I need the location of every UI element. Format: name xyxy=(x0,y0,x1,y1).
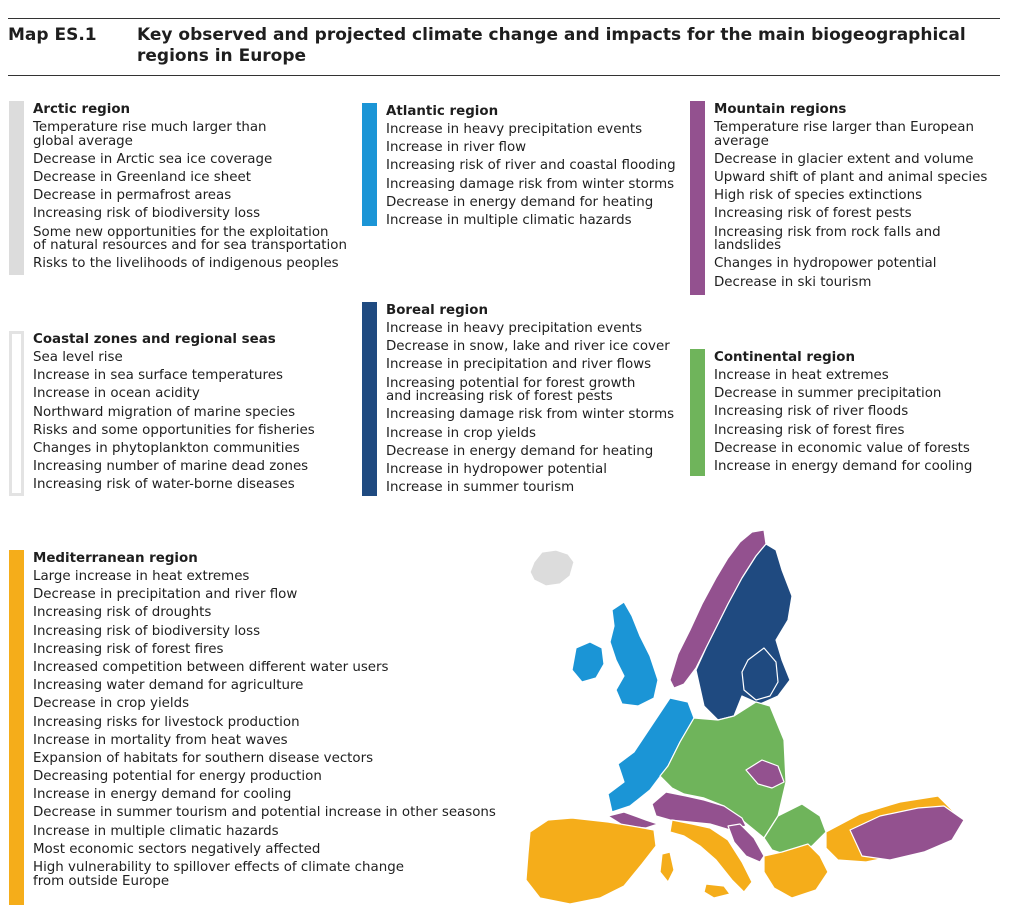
impact-item xyxy=(33,476,349,494)
impact-item xyxy=(714,458,1000,476)
impact-item-line: Increase in mortality from heat waves xyxy=(33,732,288,748)
impact-item-line: Increase in heavy precipitation events xyxy=(386,122,643,137)
impact-item-line: Increasing risk of forest pests xyxy=(714,206,912,222)
impact-item xyxy=(33,859,509,891)
region-name: Arctic region xyxy=(33,102,131,117)
impact-item xyxy=(33,187,349,205)
impact-item-line: Increased competition between different water users xyxy=(33,659,389,675)
impact-item xyxy=(714,224,1000,256)
region-name: Continental region xyxy=(714,350,855,365)
impact-item-line: Some new opportunities for the exploitation xyxy=(33,224,329,240)
impact-list xyxy=(714,367,1000,476)
map-title-line-2: regions in Europe xyxy=(137,46,307,66)
impact-item-line: Decrease in precipitation and river flow xyxy=(33,587,298,603)
impact-item-line: landslides xyxy=(714,238,782,254)
map-area-mediterranean-balkans xyxy=(764,844,828,898)
impact-item-line: Increasing risk of biodiversity loss xyxy=(33,206,261,222)
region-color-bar xyxy=(9,550,24,905)
map-area-atlantic-britain xyxy=(610,602,658,706)
impact-item-line: Large increase in heat extremes xyxy=(33,569,250,584)
title-rule xyxy=(8,75,1000,76)
impact-item xyxy=(386,356,692,374)
impact-item-line: global average xyxy=(33,133,133,149)
impact-item-line: Decrease in snow, lake and river ice cover xyxy=(386,339,670,355)
impact-item-line: Decrease in glacier extent and volume xyxy=(714,151,974,167)
impact-item xyxy=(33,823,509,841)
impact-item-line: Decrease in Greenland ice sheet xyxy=(33,169,251,185)
impact-item xyxy=(33,786,509,804)
impact-item-line: Increase in energy demand for cooling xyxy=(714,458,973,474)
region-continental xyxy=(690,349,1000,476)
impact-item-line: High vulnerability to spillover effects of climate change xyxy=(33,860,404,875)
impact-item-line: Most economic sectors negatively affected xyxy=(33,841,321,857)
region-color-bar xyxy=(9,101,24,275)
impact-item-line: Increase in sea surface temperatures xyxy=(33,368,283,384)
impact-item-line: Increase in energy demand for cooling xyxy=(33,787,292,803)
impact-item-line: Increasing risk of water-borne diseases xyxy=(33,477,295,493)
impact-item xyxy=(386,443,692,461)
impact-item-line: Increase in heavy precipitation events xyxy=(386,321,643,336)
impact-item xyxy=(33,255,349,273)
impact-item-line: Northward migration of marine species xyxy=(33,404,296,420)
impact-item xyxy=(386,338,692,356)
impact-item xyxy=(714,151,1000,169)
impact-item xyxy=(386,176,692,194)
impact-item-line: and increasing risk of forest pests xyxy=(386,389,613,405)
map-area-mediterranean-iberia xyxy=(526,818,656,904)
impact-item xyxy=(33,768,509,786)
region-color-bar xyxy=(362,103,377,226)
impact-item xyxy=(714,119,1000,151)
top-rule xyxy=(8,18,1000,19)
europe-biogeographical-map xyxy=(520,520,970,910)
impact-item xyxy=(386,212,692,230)
impact-item-line: Increase in summer tourism xyxy=(386,480,575,496)
impact-item xyxy=(33,367,349,385)
region-boreal xyxy=(362,302,692,496)
impact-item xyxy=(386,139,692,157)
impact-item xyxy=(33,349,349,367)
impact-item xyxy=(33,641,509,659)
region-name: Mediterranean region xyxy=(33,551,198,566)
impact-item xyxy=(33,458,349,476)
impact-item xyxy=(33,169,349,187)
impact-item-line: Risks to the livelihoods of indigenous peoples xyxy=(33,256,339,272)
impact-item xyxy=(33,151,349,169)
impact-item-line: Changes in phytoplankton communities xyxy=(33,440,300,456)
impact-item-line: Increasing risks for livestock production xyxy=(33,714,300,730)
region-mountain xyxy=(690,101,1000,295)
map-id: Map ES.1 xyxy=(8,25,97,45)
impact-item-line: Increase in multiple climatic hazards xyxy=(33,823,279,839)
impact-item xyxy=(33,804,509,822)
impact-item-line: Increasing water demand for agriculture xyxy=(33,678,304,694)
impact-item xyxy=(33,841,509,859)
impact-item-line: Temperature rise larger than European xyxy=(714,120,974,135)
impact-item-line: Increasing number of marine dead zones xyxy=(33,459,309,475)
impact-item-line: Increase in precipitation and river flows xyxy=(386,357,652,373)
impact-item-line: Increase in crop yields xyxy=(386,425,536,441)
impact-item-line: Upward shift of plant and animal species xyxy=(714,169,988,185)
impact-item xyxy=(33,205,349,223)
impact-item xyxy=(33,623,509,641)
impact-item-line: High risk of species extinctions xyxy=(714,188,923,204)
impact-item xyxy=(33,568,509,586)
impact-item-line: Changes in hydropower potential xyxy=(714,256,937,272)
impact-list xyxy=(33,568,509,891)
impact-item xyxy=(33,404,349,422)
impact-item xyxy=(386,375,692,407)
impact-item xyxy=(714,274,1000,292)
region-color-bar xyxy=(362,302,377,496)
map-area-atlantic-ireland xyxy=(572,642,604,682)
region-name: Mountain regions xyxy=(714,102,847,117)
region-color-bar xyxy=(690,349,705,476)
region-color-bar xyxy=(690,101,705,295)
impact-list xyxy=(386,121,692,230)
impact-item-line: Decrease in energy demand for heating xyxy=(386,194,654,210)
impact-item xyxy=(714,385,1000,403)
region-mediterranean xyxy=(9,550,509,905)
impact-item xyxy=(386,479,692,497)
impact-item-line: Increasing risk of biodiversity loss xyxy=(33,623,261,639)
impact-item-line: Increasing risk from rock falls and xyxy=(714,224,941,240)
impact-item xyxy=(33,750,509,768)
region-name: Boreal region xyxy=(386,303,488,318)
impact-item xyxy=(33,422,349,440)
impact-item-line: Sea level rise xyxy=(33,350,123,365)
impact-item-line: Increase in ocean acidity xyxy=(33,386,200,402)
impact-item-line: from outside Europe xyxy=(33,873,170,889)
impact-item-line: Decreasing potential for energy production xyxy=(33,769,322,785)
impact-item-line: Increasing damage risk from winter storms xyxy=(386,407,675,423)
impact-item-line: Increase in river flow xyxy=(386,140,527,156)
impact-item-line: Increasing risk of forest fires xyxy=(33,641,224,657)
impact-item xyxy=(714,440,1000,458)
impact-item xyxy=(714,169,1000,187)
impact-item-line: Increasing risk of river floods xyxy=(714,404,909,420)
impact-item xyxy=(386,406,692,424)
map-title-line-1: Key observed and projected climate change and impacts for the main biogeographical xyxy=(137,25,966,45)
impact-item-line: Increasing risk of forest fires xyxy=(714,422,905,438)
impact-item xyxy=(33,440,349,458)
impact-item xyxy=(386,320,692,338)
impact-item-line: Increasing damage risk from winter storms xyxy=(386,176,675,192)
impact-item-line: Expansion of habitats for southern disease vectors xyxy=(33,750,374,766)
region-name: Coastal zones and regional seas xyxy=(33,332,276,347)
impact-item xyxy=(386,425,692,443)
impact-item xyxy=(33,677,509,695)
impact-list xyxy=(386,320,692,497)
impact-list xyxy=(33,349,349,495)
impact-item-line: Increasing potential for forest growth xyxy=(386,375,636,391)
impact-item xyxy=(714,367,1000,385)
impact-item xyxy=(33,119,349,151)
impact-item-line: Decrease in crop yields xyxy=(33,696,190,712)
impact-item-line: Decrease in economic value of forests xyxy=(714,440,970,456)
map-area-mediterranean-sicily xyxy=(704,884,730,898)
impact-item-line: Increasing risk of droughts xyxy=(33,605,212,621)
impact-item xyxy=(714,205,1000,223)
impact-item xyxy=(33,732,509,750)
impact-item xyxy=(714,255,1000,273)
impact-item-line: Increase in hydropower potential xyxy=(386,461,607,477)
impact-item-line: Decrease in ski tourism xyxy=(714,274,872,290)
impact-item xyxy=(33,586,509,604)
region-color-bar xyxy=(9,331,24,496)
impact-item xyxy=(386,157,692,175)
impact-item-line: Risks and some opportunities for fisheries xyxy=(33,422,315,438)
impact-item-line: of natural resources and for sea transportation xyxy=(33,238,347,254)
impact-item xyxy=(714,187,1000,205)
impact-item xyxy=(33,604,509,622)
impact-item xyxy=(33,695,509,713)
impact-item xyxy=(33,714,509,732)
impact-item xyxy=(386,461,692,479)
impact-item xyxy=(386,194,692,212)
region-coastal xyxy=(9,331,349,496)
impact-item xyxy=(714,422,1000,440)
impact-item-line: Increasing risk of river and coastal flooding xyxy=(386,158,676,174)
map-title xyxy=(137,25,997,67)
region-arctic xyxy=(9,101,349,275)
impact-item-line: Decrease in summer tourism and potential increase in other seasons xyxy=(33,805,496,821)
impact-item-line: Decrease in summer precipitation xyxy=(714,386,942,402)
impact-item xyxy=(33,659,509,677)
region-atlantic xyxy=(362,103,692,226)
impact-item-line: Increase in heat extremes xyxy=(714,368,889,383)
impact-item-line: Increase in multiple climatic hazards xyxy=(386,212,632,228)
impact-item xyxy=(33,224,349,256)
impact-item-line: Decrease in permafrost areas xyxy=(33,188,232,204)
region-name: Atlantic region xyxy=(386,104,499,119)
map-area-mediterranean-sardinia xyxy=(660,852,674,882)
impact-item-line: Decrease in energy demand for heating xyxy=(386,443,654,459)
impact-list xyxy=(714,119,1000,292)
impact-item xyxy=(386,121,692,139)
map-area-arctic-iceland xyxy=(530,550,574,586)
impact-item xyxy=(33,385,349,403)
impact-item-line: average xyxy=(714,133,769,149)
impact-list xyxy=(33,119,349,274)
impact-item-line: Temperature rise much larger than xyxy=(33,120,267,135)
impact-item xyxy=(714,403,1000,421)
impact-item-line: Decrease in Arctic sea ice coverage xyxy=(33,151,273,167)
